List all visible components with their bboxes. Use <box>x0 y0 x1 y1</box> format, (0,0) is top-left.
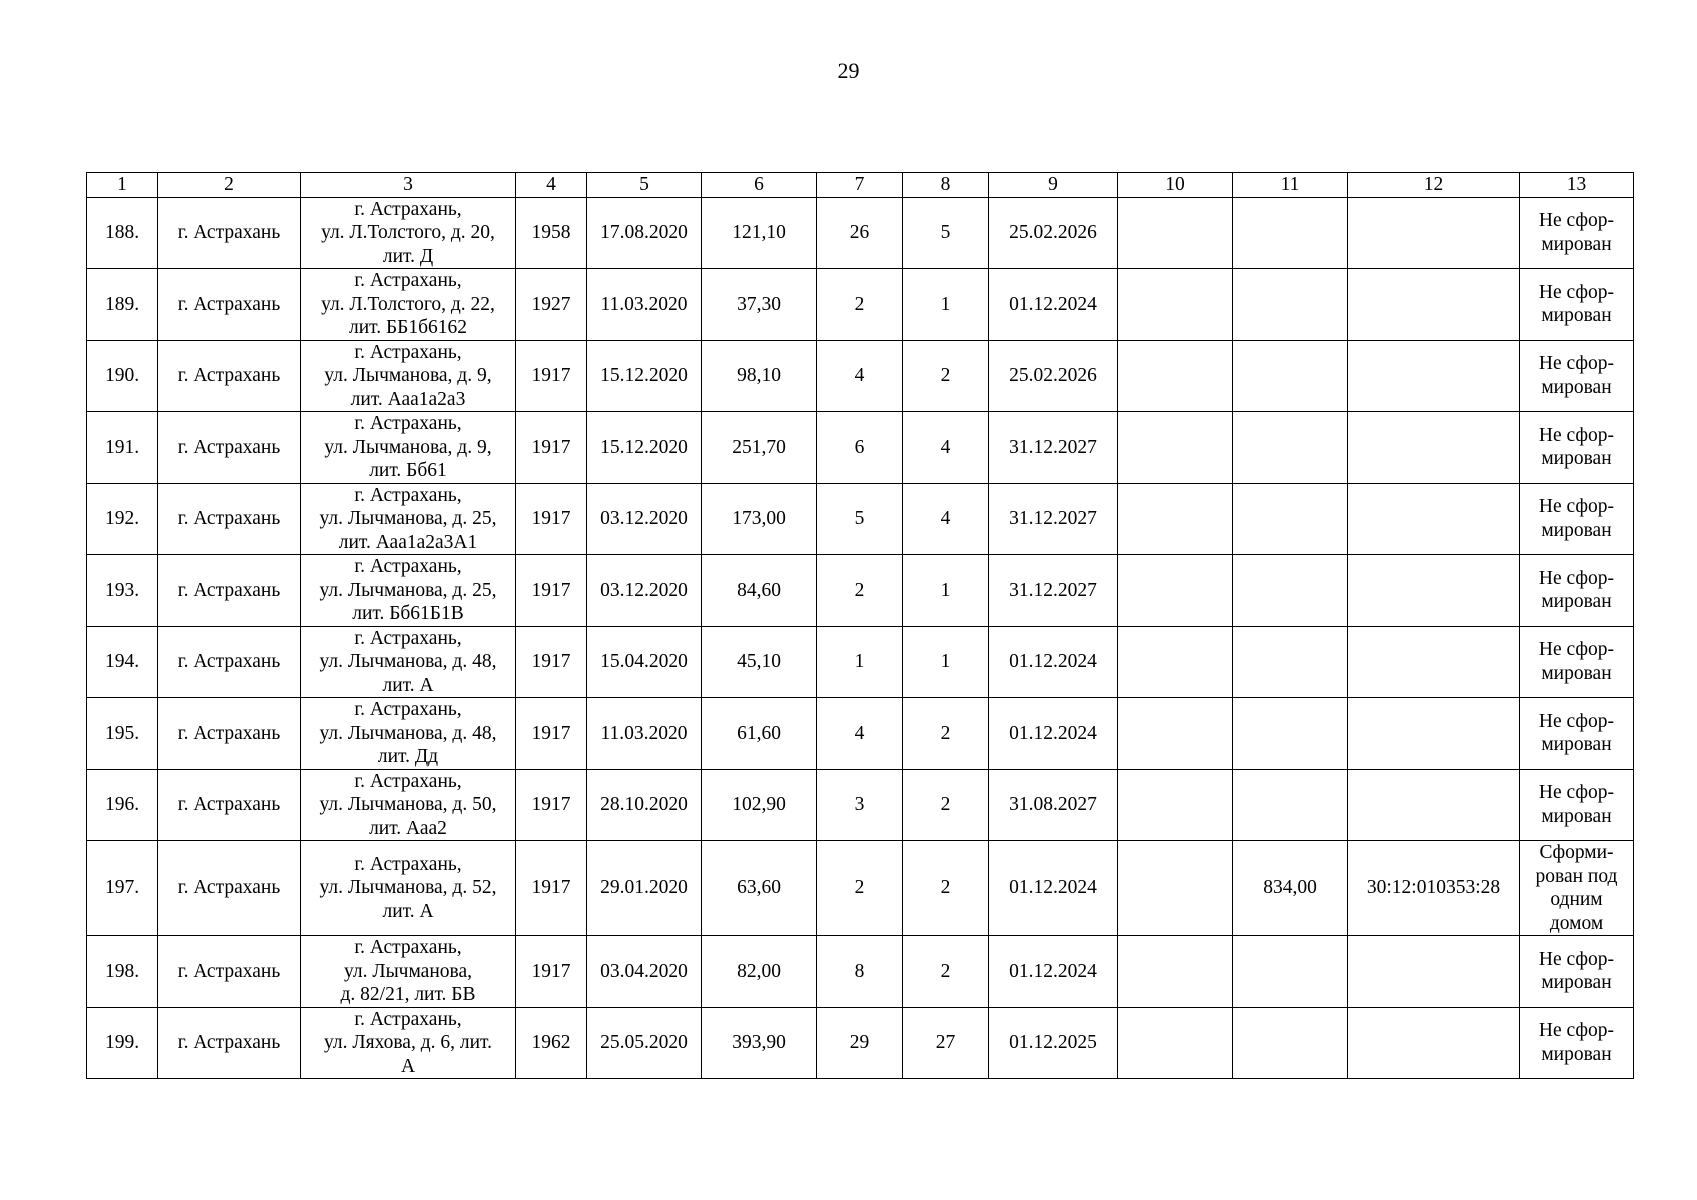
column-10-cell <box>1118 626 1233 698</box>
cadastral-number-cell <box>1348 698 1520 770</box>
column-number-7: 7 <box>817 173 903 198</box>
deadline-cell: 31.12.2027 <box>989 483 1118 555</box>
city-cell: г. Астрахань <box>158 698 301 770</box>
city-cell: г. Астрахань <box>158 936 301 1008</box>
city-cell: г. Астрахань <box>158 555 301 627</box>
column-10-cell <box>1118 269 1233 341</box>
residents-cell: 6 <box>817 412 903 484</box>
column-number-9: 9 <box>989 173 1118 198</box>
column-number-1: 1 <box>87 173 158 198</box>
column-10-cell <box>1118 197 1233 269</box>
rooms-cell: 5 <box>903 197 989 269</box>
row-number: 190. <box>87 340 158 412</box>
status-cell: Не сфор- мирован <box>1520 626 1634 698</box>
status-cell: Не сфор- мирован <box>1520 555 1634 627</box>
year-cell: 1917 <box>516 412 587 484</box>
deadline-cell: 01.12.2025 <box>989 1007 1118 1079</box>
deadline-cell: 31.12.2027 <box>989 555 1118 627</box>
date-cell: 25.05.2020 <box>587 1007 702 1079</box>
residents-cell: 2 <box>817 841 903 936</box>
table-row <box>87 626 1634 698</box>
year-cell: 1917 <box>516 769 587 841</box>
address-cell: г. Астрахань, ул. Лычманова, д. 9, лит. Бб61 <box>301 412 516 484</box>
year-cell: 1927 <box>516 269 587 341</box>
land-area-cell <box>1233 340 1348 412</box>
table-row <box>87 555 1634 627</box>
row-number: 188. <box>87 197 158 269</box>
table-row <box>87 412 1634 484</box>
status-cell: Не сфор- мирован <box>1520 269 1634 341</box>
rooms-cell: 4 <box>903 483 989 555</box>
status-cell: Не сфор- мирован <box>1520 340 1634 412</box>
deadline-cell: 31.12.2027 <box>989 412 1118 484</box>
column-number-3: 3 <box>301 173 516 198</box>
row-number: 193. <box>87 555 158 627</box>
address-cell: г. Астрахань, ул. Лычманова, д. 9, лит. Ааа1а2а3 <box>301 340 516 412</box>
rooms-cell: 1 <box>903 626 989 698</box>
table-row <box>87 197 1634 269</box>
deadline-cell: 01.12.2024 <box>989 841 1118 936</box>
land-area-cell <box>1233 1007 1348 1079</box>
residents-cell: 1 <box>817 626 903 698</box>
status-cell: Не сфор- мирован <box>1520 412 1634 484</box>
column-10-cell <box>1118 555 1233 627</box>
land-area-cell <box>1233 698 1348 770</box>
cadastral-number-cell <box>1348 269 1520 341</box>
cadastral-number-cell <box>1348 769 1520 841</box>
rooms-cell: 27 <box>903 1007 989 1079</box>
date-cell: 11.03.2020 <box>587 269 702 341</box>
deadline-cell: 01.12.2024 <box>989 698 1118 770</box>
rooms-cell: 2 <box>903 698 989 770</box>
status-cell: Не сфор- мирован <box>1520 1007 1634 1079</box>
deadline-cell: 01.12.2024 <box>989 269 1118 341</box>
address-cell: г. Астрахань, ул. Лычманова, д. 25, лит. Ааа1а2а3А1 <box>301 483 516 555</box>
row-number: 191. <box>87 412 158 484</box>
year-cell: 1917 <box>516 483 587 555</box>
cadastral-number-cell <box>1348 1007 1520 1079</box>
address-cell: г. Астрахань, ул. Л.Толстого, д. 20, лит. Д <box>301 197 516 269</box>
table-row <box>87 698 1634 770</box>
column-10-cell <box>1118 841 1233 936</box>
area-cell: 102,90 <box>702 769 817 841</box>
year-cell: 1917 <box>516 626 587 698</box>
column-number-13: 13 <box>1520 173 1634 198</box>
status-cell: Не сфор- мирован <box>1520 769 1634 841</box>
city-cell: г. Астрахань <box>158 483 301 555</box>
year-cell: 1917 <box>516 698 587 770</box>
table-row <box>87 1007 1634 1079</box>
year-cell: 1962 <box>516 1007 587 1079</box>
area-cell: 45,10 <box>702 626 817 698</box>
row-number: 198. <box>87 936 158 1008</box>
deadline-cell: 01.12.2024 <box>989 626 1118 698</box>
address-cell: г. Астрахань, ул. Лычманова, д. 82/21, лит. БВ <box>301 936 516 1008</box>
column-number-4: 4 <box>516 173 587 198</box>
residents-cell: 4 <box>817 698 903 770</box>
date-cell: 03.12.2020 <box>587 483 702 555</box>
date-cell: 17.08.2020 <box>587 197 702 269</box>
residents-cell: 29 <box>817 1007 903 1079</box>
deadline-cell: 25.02.2026 <box>989 197 1118 269</box>
land-area-cell: 834,00 <box>1233 841 1348 936</box>
area-cell: 121,10 <box>702 197 817 269</box>
column-number-2: 2 <box>158 173 301 198</box>
table-row <box>87 483 1634 555</box>
header-row <box>87 173 1634 198</box>
city-cell: г. Астрахань <box>158 1007 301 1079</box>
address-cell: г. Астрахань, ул. Лычманова, д. 48, лит. Дд <box>301 698 516 770</box>
table-row <box>87 841 1634 936</box>
city-cell: г. Астрахань <box>158 769 301 841</box>
status-cell: Не сфор- мирован <box>1520 698 1634 770</box>
land-area-cell <box>1233 483 1348 555</box>
row-number: 199. <box>87 1007 158 1079</box>
date-cell: 15.04.2020 <box>587 626 702 698</box>
rooms-cell: 4 <box>903 412 989 484</box>
date-cell: 11.03.2020 <box>587 698 702 770</box>
residents-cell: 4 <box>817 340 903 412</box>
residents-cell: 2 <box>817 555 903 627</box>
row-number: 192. <box>87 483 158 555</box>
date-cell: 28.10.2020 <box>587 769 702 841</box>
residents-cell: 5 <box>817 483 903 555</box>
column-10-cell <box>1118 1007 1233 1079</box>
address-cell: г. Астрахань, ул. Лычманова, д. 50, лит. Ааа2 <box>301 769 516 841</box>
deadline-cell: 31.08.2027 <box>989 769 1118 841</box>
date-cell: 15.12.2020 <box>587 412 702 484</box>
area-cell: 82,00 <box>702 936 817 1008</box>
column-number-6: 6 <box>702 173 817 198</box>
area-cell: 393,90 <box>702 1007 817 1079</box>
cadastral-number-cell <box>1348 936 1520 1008</box>
year-cell: 1917 <box>516 555 587 627</box>
row-number: 194. <box>87 626 158 698</box>
date-cell: 29.01.2020 <box>587 841 702 936</box>
area-cell: 98,10 <box>702 340 817 412</box>
column-10-cell <box>1118 936 1233 1008</box>
land-area-cell <box>1233 412 1348 484</box>
table-row <box>87 340 1634 412</box>
land-area-cell <box>1233 769 1348 841</box>
cadastral-number-cell <box>1348 340 1520 412</box>
registry-table <box>86 172 1634 1079</box>
status-cell: Не сфор- мирован <box>1520 197 1634 269</box>
column-10-cell <box>1118 769 1233 841</box>
address-cell: г. Астрахань, ул. Ляхова, д. 6, лит. А <box>301 1007 516 1079</box>
rooms-cell: 2 <box>903 841 989 936</box>
year-cell: 1917 <box>516 841 587 936</box>
land-area-cell <box>1233 555 1348 627</box>
date-cell: 15.12.2020 <box>587 340 702 412</box>
column-10-cell <box>1118 340 1233 412</box>
address-cell: г. Астрахань, ул. Лычманова, д. 48, лит. А <box>301 626 516 698</box>
residents-cell: 8 <box>817 936 903 1008</box>
land-area-cell <box>1233 936 1348 1008</box>
area-cell: 37,30 <box>702 269 817 341</box>
page-number: 29 <box>837 58 860 83</box>
cadastral-number-cell <box>1348 626 1520 698</box>
cadastral-number-cell <box>1348 197 1520 269</box>
table-row <box>87 936 1634 1008</box>
status-cell: Не сфор- мирован <box>1520 483 1634 555</box>
land-area-cell <box>1233 197 1348 269</box>
area-cell: 173,00 <box>702 483 817 555</box>
area-cell: 63,60 <box>702 841 817 936</box>
cadastral-number-cell <box>1348 555 1520 627</box>
city-cell: г. Астрахань <box>158 626 301 698</box>
rooms-cell: 1 <box>903 269 989 341</box>
area-cell: 84,60 <box>702 555 817 627</box>
area-cell: 251,70 <box>702 412 817 484</box>
table-row <box>87 769 1634 841</box>
city-cell: г. Астрахань <box>158 197 301 269</box>
cadastral-number-cell <box>1348 483 1520 555</box>
city-cell: г. Астрахань <box>158 841 301 936</box>
city-cell: г. Астрахань <box>158 412 301 484</box>
deadline-cell: 01.12.2024 <box>989 936 1118 1008</box>
column-number-10: 10 <box>1118 173 1233 198</box>
status-cell: Не сфор- мирован <box>1520 936 1634 1008</box>
address-cell: г. Астрахань, ул. Л.Толстого, д. 22, лит. ББ1б6162 <box>301 269 516 341</box>
rooms-cell: 1 <box>903 555 989 627</box>
row-number: 197. <box>87 841 158 936</box>
area-cell: 61,60 <box>702 698 817 770</box>
column-number-11: 11 <box>1233 173 1348 198</box>
city-cell: г. Астрахань <box>158 269 301 341</box>
rooms-cell: 2 <box>903 769 989 841</box>
table-body <box>87 197 1634 1079</box>
year-cell: 1917 <box>516 936 587 1008</box>
column-10-cell <box>1118 412 1233 484</box>
year-cell: 1917 <box>516 340 587 412</box>
column-10-cell <box>1118 698 1233 770</box>
row-number: 189. <box>87 269 158 341</box>
rooms-cell: 2 <box>903 936 989 1008</box>
date-cell: 03.04.2020 <box>587 936 702 1008</box>
residents-cell: 3 <box>817 769 903 841</box>
status-cell: Сформи- рован под одним домом <box>1520 841 1634 936</box>
row-number: 196. <box>87 769 158 841</box>
cadastral-number-cell <box>1348 412 1520 484</box>
address-cell: г. Астрахань, ул. Лычманова, д. 52, лит. А <box>301 841 516 936</box>
table-row <box>87 269 1634 341</box>
residents-cell: 2 <box>817 269 903 341</box>
year-cell: 1958 <box>516 197 587 269</box>
rooms-cell: 2 <box>903 340 989 412</box>
row-number: 195. <box>87 698 158 770</box>
land-area-cell <box>1233 626 1348 698</box>
deadline-cell: 25.02.2026 <box>989 340 1118 412</box>
residents-cell: 26 <box>817 197 903 269</box>
column-10-cell <box>1118 483 1233 555</box>
date-cell: 03.12.2020 <box>587 555 702 627</box>
column-number-5: 5 <box>587 173 702 198</box>
column-number-12: 12 <box>1348 173 1520 198</box>
cadastral-number-cell: 30:12:010353:28 <box>1348 841 1520 936</box>
city-cell: г. Астрахань <box>158 340 301 412</box>
column-number-8: 8 <box>903 173 989 198</box>
table-header <box>87 173 1634 198</box>
address-cell: г. Астрахань, ул. Лычманова, д. 25, лит. Бб61Б1В <box>301 555 516 627</box>
land-area-cell <box>1233 269 1348 341</box>
